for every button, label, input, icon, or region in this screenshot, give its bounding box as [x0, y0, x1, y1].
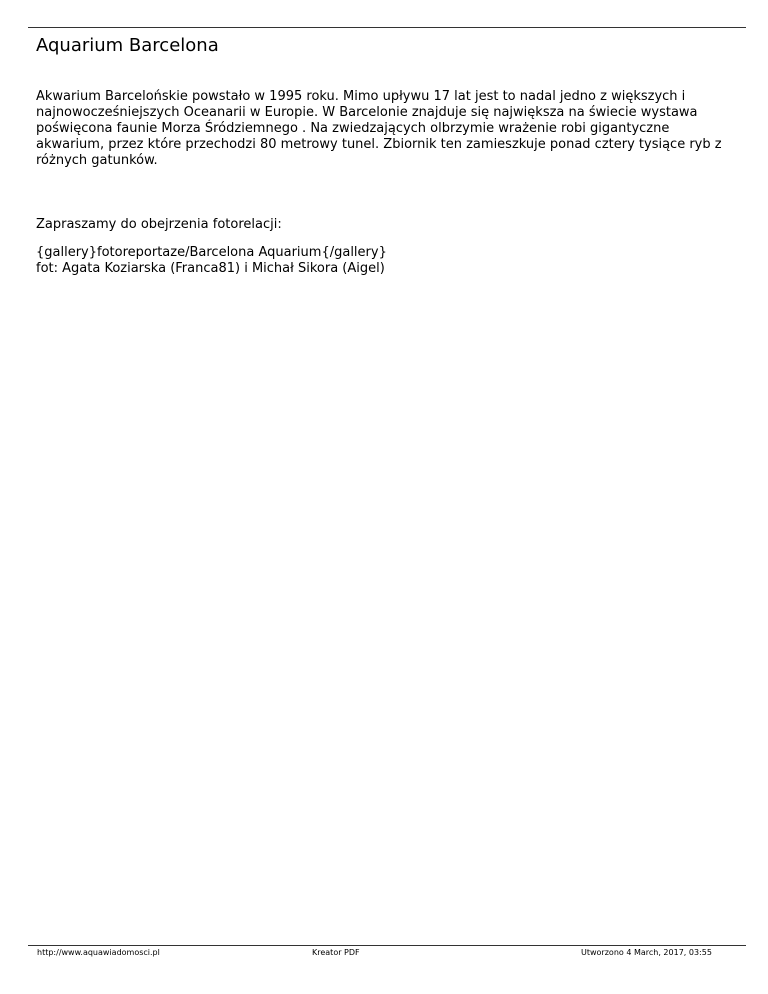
- footer-creator: Kreator PDF: [312, 948, 360, 957]
- gallery-invite: Zapraszamy do obejrzenia fotorelacji:: [36, 217, 282, 232]
- footer-divider: [28, 945, 746, 946]
- article-body: [36, 89, 726, 169]
- footer-url[interactable]: http://www.aquawiadomosci.pl: [37, 948, 160, 957]
- photo-credit: fot: Agata Koziarska (Franca81) i Michał Sikora (Aigel): [36, 261, 385, 276]
- gallery-block: [36, 245, 387, 277]
- body-line: najnowocześniejszych Oceanarii w Europie. W Barcelonie znajduje się największa na świecie wystawa: [36, 105, 698, 120]
- gallery-tag: {gallery}fotoreportaze/Barcelona Aquarium{/gallery}: [36, 245, 387, 260]
- body-line: akwarium, przez które przechodzi 80 metrowy tunel. Zbiornik ten zamieszkuje ponad cztery tysiące ryb z: [36, 137, 722, 152]
- body-line: różnych gatunków.: [36, 153, 158, 168]
- page-title: Aquarium Barcelona: [36, 35, 219, 56]
- header-divider: [28, 27, 746, 28]
- footer-created-date: Utworzono 4 March, 2017, 03:55: [581, 948, 712, 957]
- body-line: poświęcona faunie Morza Śródziemnego . Na zwiedzających olbrzymie wrażenie robi gigantyczne: [36, 121, 670, 136]
- body-line: Akwarium Barcelońskie powstało w 1995 roku. Mimo upływu 17 lat jest to nadal jedno z większych i: [36, 89, 686, 104]
